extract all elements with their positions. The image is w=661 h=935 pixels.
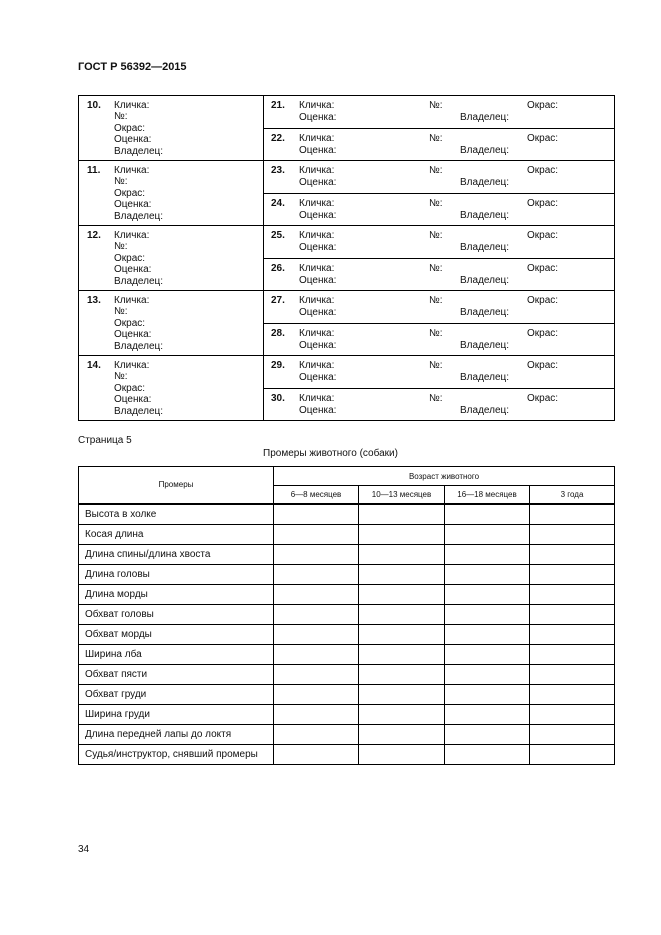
owner-label: Владелец: bbox=[460, 404, 510, 416]
measurement-row bbox=[79, 664, 615, 684]
measurement-name: Ширина груди bbox=[79, 704, 274, 724]
color-label: Окрас: bbox=[527, 295, 559, 306]
grade-label: Оценка: bbox=[299, 274, 337, 286]
measurement-value-cell[interactable] bbox=[445, 604, 530, 624]
measurement-value-cell[interactable] bbox=[359, 664, 445, 684]
measurement-value-cell[interactable] bbox=[359, 524, 445, 544]
number-label: №: bbox=[114, 371, 128, 383]
measurement-row bbox=[79, 584, 615, 604]
entries-row bbox=[79, 356, 615, 389]
nickname-label: Кличка: bbox=[114, 165, 150, 176]
entry-number: 11. bbox=[87, 165, 101, 176]
measurement-value-cell[interactable] bbox=[274, 724, 359, 744]
measurement-value-cell[interactable] bbox=[445, 524, 530, 544]
measurement-row bbox=[79, 744, 615, 764]
measurement-value-cell[interactable] bbox=[274, 584, 359, 604]
color-label: Окрас: bbox=[114, 317, 146, 329]
grade-label: Оценка: bbox=[114, 264, 152, 276]
color-label: Окрас: bbox=[114, 122, 146, 134]
measurement-value-cell[interactable] bbox=[530, 684, 615, 704]
number-label: №: bbox=[429, 165, 443, 176]
grade-label: Оценка: bbox=[114, 394, 152, 406]
measurement-value-cell[interactable] bbox=[445, 504, 530, 525]
number-label: №: bbox=[114, 306, 128, 318]
entry-number: 24. bbox=[271, 197, 285, 209]
owner-label: Владелец: bbox=[460, 112, 510, 123]
entry-cell bbox=[264, 161, 615, 194]
number-label: №: bbox=[429, 392, 443, 404]
color-label: Окрас: bbox=[527, 327, 559, 339]
color-label: Окрас: bbox=[527, 100, 559, 111]
owner-label: Владелец: bbox=[460, 307, 510, 318]
nickname-label: Кличка: bbox=[299, 165, 335, 176]
measurement-value-cell[interactable] bbox=[445, 664, 530, 684]
measurement-value-cell[interactable] bbox=[445, 744, 530, 764]
measurement-name: Обхват пясти bbox=[79, 664, 274, 684]
page-label: Страница 5 bbox=[78, 435, 132, 446]
measurement-value-cell[interactable] bbox=[274, 704, 359, 724]
entries-row bbox=[79, 96, 615, 129]
measurement-value-cell[interactable] bbox=[359, 504, 445, 525]
owner-label: Владелец: bbox=[460, 209, 510, 221]
owner-label: Владелец: bbox=[114, 405, 164, 417]
owner-label: Владелец: bbox=[114, 145, 164, 157]
measurement-value-cell[interactable] bbox=[359, 564, 445, 584]
number-label: №: bbox=[429, 100, 443, 111]
age-column-header: 6—8 месяцев bbox=[274, 486, 359, 504]
page-number: 34 bbox=[78, 844, 90, 855]
entry-number: 21. bbox=[271, 100, 285, 111]
measurement-value-cell[interactable] bbox=[530, 584, 615, 604]
entry-cell bbox=[79, 96, 264, 161]
measurement-name: Длина морды bbox=[79, 584, 274, 604]
grade-label: Оценка: bbox=[299, 339, 337, 351]
measurement-name: Длина спины/длина хвоста bbox=[79, 544, 274, 564]
age-header: Возраст животного bbox=[274, 467, 615, 486]
measurement-value-cell[interactable] bbox=[530, 564, 615, 584]
age-column-header: 16—18 месяцев bbox=[445, 486, 530, 504]
owner-label: Владелец: bbox=[114, 340, 164, 352]
measurement-value-cell[interactable] bbox=[274, 664, 359, 684]
entry-number: 12. bbox=[87, 230, 101, 241]
measurement-value-cell[interactable] bbox=[274, 744, 359, 764]
measurement-value-cell[interactable] bbox=[445, 584, 530, 604]
entries-row bbox=[79, 161, 615, 194]
color-label: Окрас: bbox=[527, 132, 559, 144]
grade-label: Оценка: bbox=[114, 329, 152, 341]
entry-cell bbox=[264, 193, 615, 226]
number-label: №: bbox=[429, 132, 443, 144]
entry-number: 30. bbox=[271, 392, 285, 404]
color-label: Окрас: bbox=[527, 360, 559, 371]
entry-number: 23. bbox=[271, 165, 285, 176]
number-label: №: bbox=[429, 262, 443, 274]
entry-cell bbox=[79, 291, 264, 356]
measurement-value-cell[interactable] bbox=[530, 524, 615, 544]
measurement-value-cell[interactable] bbox=[274, 524, 359, 544]
measurement-value-cell[interactable] bbox=[530, 664, 615, 684]
measurement-value-cell[interactable] bbox=[530, 624, 615, 644]
measurement-name: Косая длина bbox=[79, 524, 274, 544]
entry-cell bbox=[264, 291, 615, 324]
measurement-value-cell[interactable] bbox=[359, 744, 445, 764]
measurement-value-cell[interactable] bbox=[445, 644, 530, 664]
measurement-name: Обхват груди bbox=[79, 684, 274, 704]
measurement-value-cell[interactable] bbox=[274, 504, 359, 525]
color-label: Окрас: bbox=[527, 230, 559, 241]
entry-cell bbox=[264, 388, 615, 421]
owner-label: Владелец: bbox=[460, 274, 510, 286]
color-label: Окрас: bbox=[114, 187, 146, 199]
measurement-value-cell[interactable] bbox=[530, 644, 615, 664]
measurement-row bbox=[79, 504, 615, 525]
color-label: Окрас: bbox=[114, 382, 146, 394]
nickname-label: Кличка: bbox=[299, 327, 335, 339]
nickname-label: Кличка: bbox=[114, 230, 150, 241]
entry-cell bbox=[264, 258, 615, 291]
measurement-name: Обхват головы bbox=[79, 604, 274, 624]
measurement-row bbox=[79, 704, 615, 724]
measurement-value-cell[interactable] bbox=[359, 684, 445, 704]
owner-label: Владелец: bbox=[114, 210, 164, 222]
measurement-name: Высота в холке bbox=[79, 504, 274, 525]
dog-entries-table bbox=[78, 95, 615, 421]
measurement-name: Судья/инструктор, снявший промеры bbox=[79, 744, 274, 764]
measurements-title: Промеры животного (собаки) bbox=[263, 448, 398, 459]
nickname-label: Кличка: bbox=[114, 100, 150, 111]
measurement-value-cell[interactable] bbox=[359, 544, 445, 564]
age-column-header: 10—13 месяцев bbox=[359, 486, 445, 504]
entry-number: 22. bbox=[271, 132, 285, 144]
measurement-row bbox=[79, 624, 615, 644]
measurement-row bbox=[79, 524, 615, 544]
measurement-name: Обхват морды bbox=[79, 624, 274, 644]
entry-number: 27. bbox=[271, 295, 285, 306]
entry-number: 29. bbox=[271, 360, 285, 371]
grade-label: Оценка: bbox=[299, 209, 337, 221]
owner-label: Владелец: bbox=[460, 372, 510, 383]
nickname-label: Кличка: bbox=[299, 197, 335, 209]
number-label: №: bbox=[429, 295, 443, 306]
entry-number: 13. bbox=[87, 295, 101, 306]
number-label: №: bbox=[114, 111, 128, 123]
measurement-value-cell[interactable] bbox=[530, 544, 615, 564]
entry-cell bbox=[79, 226, 264, 291]
owner-label: Владелец: bbox=[114, 275, 164, 287]
owner-label: Владелец: bbox=[460, 339, 510, 351]
measurement-value-cell[interactable] bbox=[530, 704, 615, 724]
number-label: №: bbox=[429, 360, 443, 371]
measurement-value-cell[interactable] bbox=[445, 684, 530, 704]
entry-cell bbox=[79, 356, 264, 421]
measurement-name: Длина головы bbox=[79, 564, 274, 584]
measurement-row bbox=[79, 684, 615, 704]
measurement-value-cell[interactable] bbox=[445, 624, 530, 644]
nickname-label: Кличка: bbox=[299, 132, 335, 144]
measurement-value-cell[interactable] bbox=[274, 544, 359, 564]
measurement-value-cell[interactable] bbox=[445, 564, 530, 584]
entry-cell bbox=[264, 323, 615, 356]
entry-cell bbox=[79, 161, 264, 226]
grade-label: Оценка: bbox=[299, 177, 337, 188]
measurement-value-cell[interactable] bbox=[445, 544, 530, 564]
owner-label: Владелец: bbox=[460, 242, 510, 253]
nickname-label: Кличка: bbox=[299, 262, 335, 274]
measurement-value-cell[interactable] bbox=[359, 604, 445, 624]
entry-cell bbox=[264, 128, 615, 161]
entries-row bbox=[79, 226, 615, 259]
age-column-header: 3 года bbox=[530, 486, 615, 504]
measurement-value-cell[interactable] bbox=[274, 564, 359, 584]
measurement-value-cell[interactable] bbox=[530, 724, 615, 744]
entry-number: 10. bbox=[87, 100, 101, 111]
grade-label: Оценка: bbox=[299, 112, 337, 123]
color-label: Окрас: bbox=[114, 252, 146, 264]
measurement-value-cell[interactable] bbox=[274, 644, 359, 664]
number-label: №: bbox=[114, 241, 128, 253]
grade-label: Оценка: bbox=[114, 199, 152, 211]
grade-label: Оценка: bbox=[299, 404, 337, 416]
measurement-row bbox=[79, 644, 615, 664]
measurement-row bbox=[79, 604, 615, 624]
entry-number: 28. bbox=[271, 327, 285, 339]
measurements-header-label: Промеры bbox=[79, 467, 274, 504]
measurements-table bbox=[78, 466, 615, 765]
grade-label: Оценка: bbox=[114, 134, 152, 146]
measurement-value-cell[interactable] bbox=[445, 704, 530, 724]
document-header: ГОСТ Р 56392—2015 bbox=[78, 61, 187, 73]
nickname-label: Кличка: bbox=[299, 100, 335, 111]
measurement-value-cell[interactable] bbox=[445, 724, 530, 744]
owner-label: Владелец: bbox=[460, 144, 510, 156]
entry-cell bbox=[264, 96, 615, 129]
number-label: №: bbox=[429, 197, 443, 209]
nickname-label: Кличка: bbox=[299, 230, 335, 241]
measurement-name: Ширина лба bbox=[79, 644, 274, 664]
grade-label: Оценка: bbox=[299, 372, 337, 383]
nickname-label: Кличка: bbox=[299, 392, 335, 404]
measurement-name: Длина передней лапы до локтя bbox=[79, 724, 274, 744]
number-label: №: bbox=[429, 327, 443, 339]
measurement-value-cell[interactable] bbox=[359, 584, 445, 604]
color-label: Окрас: bbox=[527, 392, 559, 404]
measurement-value-cell[interactable] bbox=[274, 604, 359, 624]
color-label: Окрас: bbox=[527, 165, 559, 176]
grade-label: Оценка: bbox=[299, 307, 337, 318]
number-label: №: bbox=[429, 230, 443, 241]
measurement-value-cell[interactable] bbox=[359, 644, 445, 664]
color-label: Окрас: bbox=[527, 197, 559, 209]
measurement-row bbox=[79, 544, 615, 564]
entry-number: 26. bbox=[271, 262, 285, 274]
entry-number: 14. bbox=[87, 360, 101, 371]
entry-cell bbox=[264, 356, 615, 389]
measurement-value-cell[interactable] bbox=[530, 504, 615, 525]
nickname-label: Кличка: bbox=[299, 360, 335, 371]
measurement-row bbox=[79, 564, 615, 584]
measurement-value-cell[interactable] bbox=[530, 744, 615, 764]
measurement-value-cell[interactable] bbox=[274, 684, 359, 704]
number-label: №: bbox=[114, 176, 128, 188]
grade-label: Оценка: bbox=[299, 144, 337, 156]
nickname-label: Кличка: bbox=[114, 295, 150, 306]
entry-cell bbox=[264, 226, 615, 259]
nickname-label: Кличка: bbox=[114, 360, 150, 371]
nickname-label: Кличка: bbox=[299, 295, 335, 306]
entries-row bbox=[79, 291, 615, 324]
measurement-value-cell[interactable] bbox=[530, 604, 615, 624]
grade-label: Оценка: bbox=[299, 242, 337, 253]
owner-label: Владелец: bbox=[460, 177, 510, 188]
color-label: Окрас: bbox=[527, 262, 559, 274]
entry-number: 25. bbox=[271, 230, 285, 241]
measurement-value-cell[interactable] bbox=[274, 624, 359, 644]
measurement-value-cell[interactable] bbox=[359, 704, 445, 724]
measurement-row bbox=[79, 724, 615, 744]
measurement-value-cell[interactable] bbox=[359, 724, 445, 744]
measurement-value-cell[interactable] bbox=[359, 624, 445, 644]
